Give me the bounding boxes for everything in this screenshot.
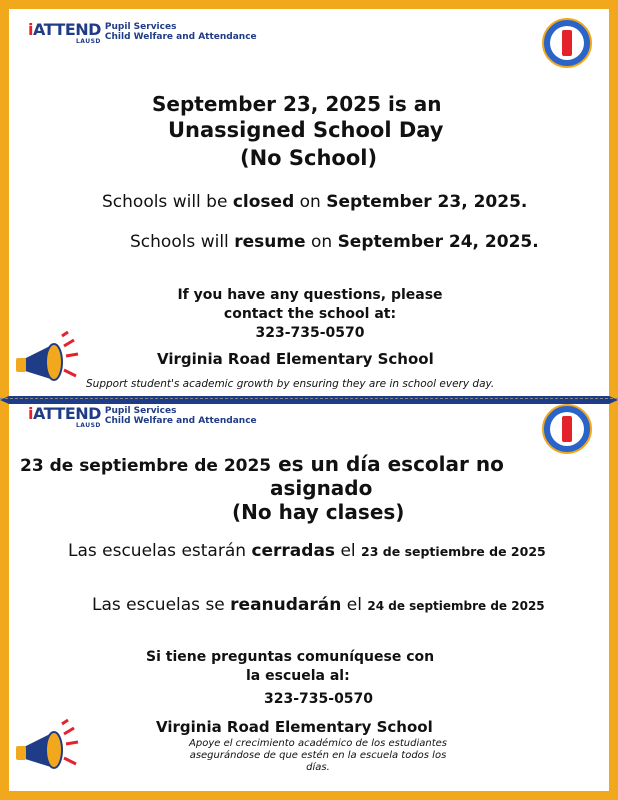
dept-line2: Child Welfare and Attendance [104, 32, 257, 42]
es-school-name: Virginia Road Elementary School [156, 718, 433, 736]
en-title-line1: September 23, 2025 is an [152, 92, 442, 116]
es-phone: 323-735-0570 [264, 691, 374, 707]
es-title-line3: (No hay clases) [232, 500, 405, 524]
en-resume-line: Schools will resume on September 24, 2025. [130, 232, 539, 252]
lausd-seal-icon [542, 404, 592, 454]
lausd-seal-icon [542, 18, 592, 68]
en-title-line2: Unassigned School Day [168, 118, 444, 142]
iattend-logo: iATTEND LAUSD Pupil Services Child Welfare and Attendance [28, 20, 257, 45]
megaphone-icon [14, 330, 86, 392]
iattend-logo-es: iATTEND LAUSD Pupil Services Child Welfare and Attendance [28, 404, 257, 429]
cut-line [0, 398, 618, 399]
megaphone-icon [14, 718, 86, 780]
en-title-line3: (No School) [240, 146, 378, 170]
en-questions: If you have any questions, please contact the school at: 323-735-0570 [160, 286, 460, 343]
dept-line1: Pupil Services [104, 22, 177, 32]
en-school-name: Virginia Road Elementary School [157, 350, 434, 368]
en-footer: Support student's academic growth by ensuring they are in school every day. [86, 378, 495, 390]
es-closed-line: Las escuelas estarán cerradas el 23 de septiembre de 2025 [68, 541, 546, 561]
en-closed-line: Schools will be closed on September 23, 2025. [102, 192, 528, 212]
es-title-line2: asignado [270, 476, 373, 500]
es-title-line1: 23 de septiembre de 2025 es un día escolar no [20, 452, 504, 476]
en-phone: 323-735-0570 [255, 325, 365, 341]
es-footer: Apoye el crecimiento académico de los estudiantes asegurándose de que estén en la escuela todos los días. [189, 738, 447, 773]
es-questions: Si tiene preguntas comuníquese con la escuela al: 323-735-0570 [146, 649, 435, 707]
es-resume-line: Las escuelas se reanudarán el 24 de septiembre de 2025 [92, 595, 545, 615]
